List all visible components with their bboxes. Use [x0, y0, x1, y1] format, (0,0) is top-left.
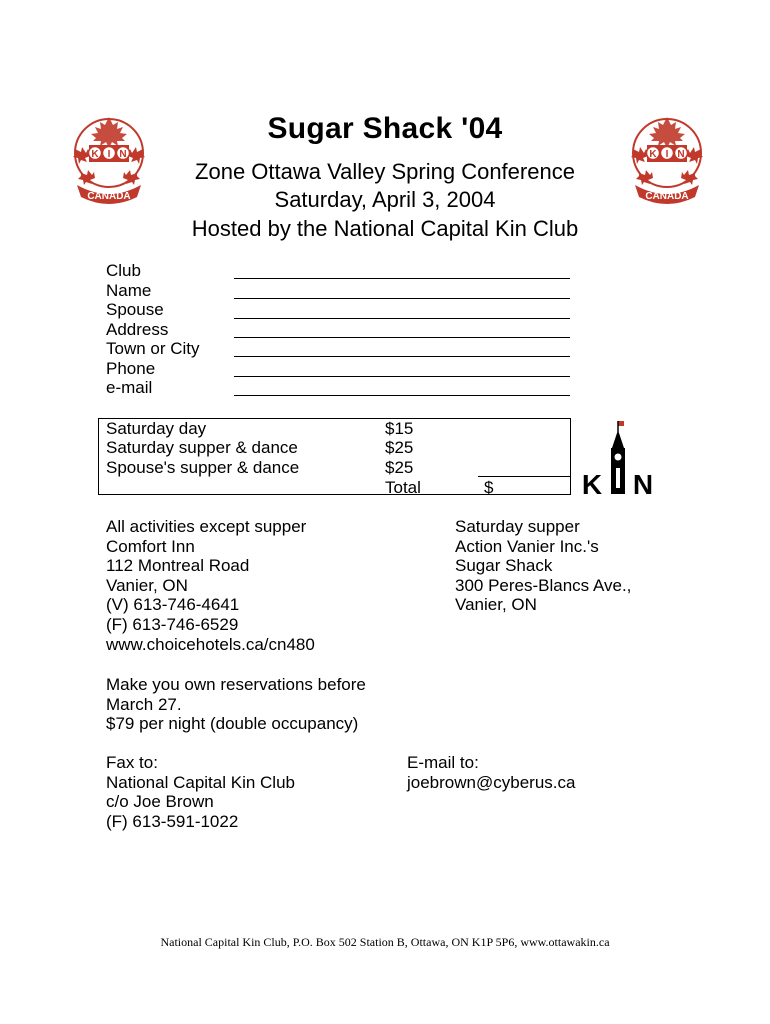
kin-logo-n: N [632, 469, 654, 498]
total-value[interactable]: $ [484, 478, 494, 497]
total-label: Total [385, 478, 421, 497]
field-line-name[interactable] [234, 298, 570, 299]
accommodation-website[interactable]: www.choicehotels.ca/cn480 [106, 634, 315, 654]
footer-address: National Capital Kin Club, P.O. Box 502 Station B, Ottawa, ON K1P 5P6, www.ottawakin.ca [160, 935, 610, 949]
emblem-banner-text: CANADA [645, 191, 689, 202]
accommodation-line: All activities except supper [106, 517, 307, 536]
emblem-letter-n: N [677, 149, 685, 160]
document-title: Sugar Shack '04 [267, 112, 503, 145]
emblem-letter-k: K [649, 149, 657, 160]
field-label-address: Address [106, 320, 169, 339]
accommodation-line: (V) 613-746-4641 [106, 595, 240, 615]
accommodation-line: 112 Montreal Road [106, 556, 250, 576]
fax-line: Fax to: [106, 753, 158, 772]
peace-tower-icon [578, 418, 658, 498]
supper-line: Sugar Shack [455, 556, 553, 576]
field-label-phone: Phone [106, 359, 156, 378]
kin-logo-k: K [581, 469, 603, 498]
email-info [407, 753, 575, 792]
price-label-saturday-supper: Saturday supper & dance [106, 438, 298, 457]
field-line-phone[interactable] [234, 376, 570, 377]
accommodation-line: (F) 613-746-6529 [106, 614, 239, 634]
price-value-saturday-supper: $25 [385, 438, 414, 457]
reservations-line: $79 per night (double occupancy) [106, 714, 359, 734]
conference-date: Saturday, April 3, 2004 [274, 187, 496, 212]
supper-info [455, 517, 631, 615]
supper-line: Vanier, ON [455, 595, 537, 615]
field-label-club: Club [106, 261, 141, 280]
email-label: E-mail to: [407, 753, 479, 772]
field-label-spouse: Spouse [106, 300, 164, 319]
emblem-letter-n: N [119, 149, 127, 160]
field-line-town[interactable] [234, 356, 570, 357]
supper-line: Saturday supper [455, 517, 580, 536]
price-value-spouse-supper: $25 [385, 458, 414, 477]
accommodation-info [106, 517, 315, 654]
fax-line: (F) 613-591-1022 [106, 811, 239, 831]
emblem-letter-i: I [665, 149, 669, 160]
kin-logo [578, 418, 658, 498]
supper-line: Action Vanier Inc.'s [455, 536, 599, 556]
conference-host: Hosted by the National Capital Kin Club [191, 216, 579, 241]
price-value-saturday-day: $15 [385, 419, 414, 438]
emblem-letter-k: K [91, 149, 99, 160]
fax-line: c/o Joe Brown [106, 792, 214, 812]
supper-line: 300 Peres-Blancs Ave., [455, 575, 632, 595]
reservations-line: March 27. [106, 694, 182, 714]
reservations-line: Make you own reservations before [106, 675, 366, 694]
price-label-spouse-supper: Spouse's supper & dance [106, 458, 300, 477]
field-label-name: Name [106, 281, 152, 300]
fax-info [106, 753, 295, 831]
email-address-link[interactable]: joebrown@cyberus.ca [407, 772, 576, 792]
price-label-saturday-day: Saturday day [106, 419, 207, 438]
reservations-info [106, 675, 366, 734]
field-line-address[interactable] [234, 337, 570, 338]
field-label-town: Town or City [106, 339, 200, 358]
field-line-email[interactable] [234, 395, 570, 396]
field-line-club[interactable] [234, 278, 570, 279]
field-label-email: e-mail [106, 378, 153, 397]
conference-name: Zone Ottawa Valley Spring Conference [195, 159, 575, 184]
field-line-spouse[interactable] [234, 318, 570, 319]
emblem-letter-i: I [107, 149, 111, 160]
accommodation-line: Vanier, ON [106, 575, 188, 595]
emblem-banner-text: CANADA [87, 191, 131, 202]
total-line [478, 476, 571, 477]
fax-line: National Capital Kin Club [106, 772, 295, 792]
accommodation-line: Comfort Inn [106, 536, 195, 556]
